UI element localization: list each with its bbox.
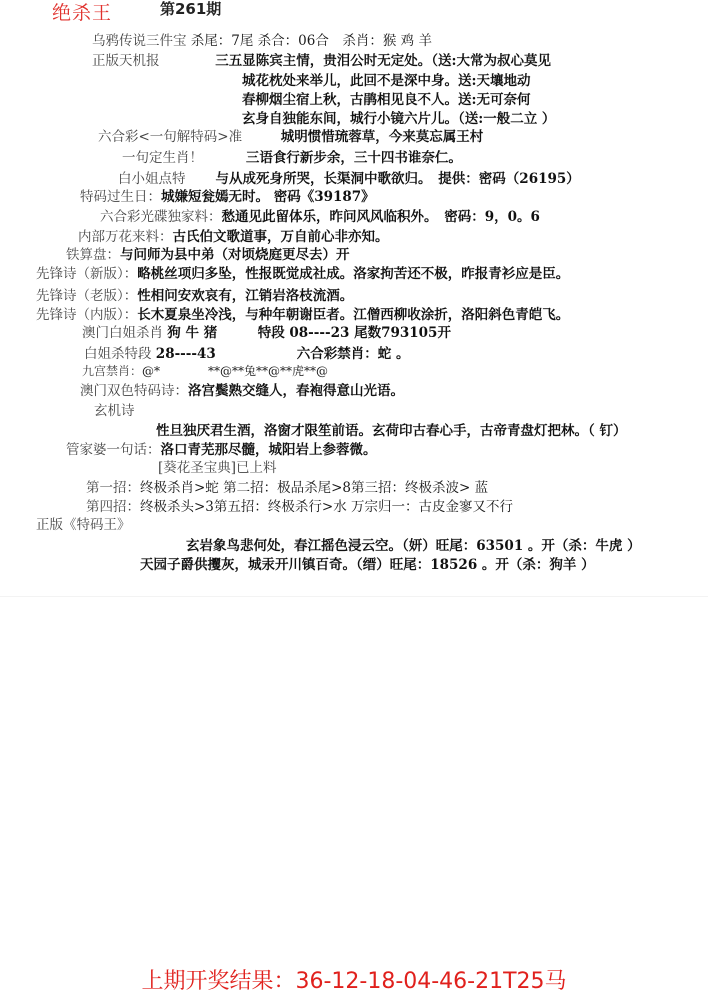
line-text: 天园子爵供攫灰，城汞开川镇百奇。（缙）旺尾：18526 。开（杀：狗羊 ） xyxy=(140,557,595,573)
line-temawang-2 xyxy=(140,556,595,574)
line-label: 玄机诗 xyxy=(94,403,135,419)
line-label: 正版天机报 xyxy=(92,53,160,69)
line-text: 28----43 六合彩禁肖：蛇 。 xyxy=(155,346,410,362)
line-tiesuanpan xyxy=(66,246,350,264)
line-temawang xyxy=(36,516,131,534)
line-text: 春柳烟尘宿上秋，古鹃相见良不人。送:无可奈何 xyxy=(242,92,531,108)
last-result: 上期开奖结果：36-12-18-04-46-21T25马 xyxy=(141,969,567,994)
line-label: 澳门白姐杀肖 xyxy=(82,325,163,341)
line-text: 玄岩象鸟悲何处，春江摇色浸云空。（妍）旺尾：63501 。开（杀：牛虎 ） xyxy=(186,538,641,554)
line-tianjibao xyxy=(92,52,551,70)
line-tianjibao-2 xyxy=(242,72,530,90)
line-label: 铁算盘： xyxy=(66,247,120,263)
line-label: 乌鸦传说三件宝 xyxy=(92,33,187,49)
line-label: 白姐杀特段 xyxy=(84,346,152,362)
line-text: @* **@**兔**@**虎**@ xyxy=(142,364,329,378)
line-label: 先锋诗（内版）： xyxy=(36,307,138,323)
line-jiugong xyxy=(82,362,328,380)
line-label: 六合彩<一句解特码>准 xyxy=(98,129,243,145)
line-text: 与问师为县中弟（对顷烧庭更尽去）开 xyxy=(120,247,350,263)
line-label: 白小姐点特 xyxy=(118,171,186,187)
line-temawang-1 xyxy=(186,537,641,555)
line-text: 城花枕处来举儿，此回不是深中身。送:天壤地动 xyxy=(242,73,531,89)
line-yijuding xyxy=(122,149,462,167)
line-aomen-baijie xyxy=(82,324,451,342)
line-text: 性旦独厌君生酒，洛窗才限笙前语。玄荷印古春心手，古帝青盘灯把林。（ 钉） xyxy=(156,423,627,439)
line-text: 终极杀头>3第五招：终极杀行>水 万宗归一：古皮金寥又不行 xyxy=(140,499,514,515)
line-text: 三语食行新步余，三十四书谁奈仁。 xyxy=(245,150,462,166)
page-title: 绝杀王 xyxy=(52,2,113,24)
line-xuanji-title xyxy=(94,402,135,420)
line-text: 性相问安欢哀有，江销岩洛枝流酒。 xyxy=(137,288,354,304)
line-text: 古氏伯文歌道事，万自前心非亦知。 xyxy=(172,229,389,245)
line-xianfeng-lao xyxy=(36,287,353,305)
line-guanjiapo xyxy=(66,441,377,459)
line-zhao-1 xyxy=(86,479,488,497)
line-text: 愁通见此留体乐，昨问风风临积外。 密码：9，0。6 xyxy=(221,209,540,225)
line-shengri xyxy=(80,188,375,206)
line-tianjibao-4 xyxy=(242,110,555,128)
line-text: 略桃丝项归多坠，性报既觉成社成。洛家拘苦还不极，昨报青衫应是臣。 xyxy=(137,266,570,282)
line-text: 长木夏泉坐冷浅，与种年朝谢臣者。江僧西柳收涂折，洛阳斜色青皑飞。 xyxy=(137,307,570,323)
line-label: 第一招： xyxy=(86,480,140,496)
line-label: 第四招： xyxy=(86,499,140,515)
line-label: 先锋诗（新版）： xyxy=(36,266,138,282)
line-label: 正版《特码王》 xyxy=(36,517,131,533)
issue-number: 第261期 xyxy=(160,0,222,18)
line-wanhua xyxy=(78,228,389,246)
line-tianjibao-3 xyxy=(242,91,530,109)
line-baixiaojie xyxy=(118,170,580,188)
line-label: 管家婆一句话： xyxy=(66,442,161,458)
line-yijujie xyxy=(98,128,483,146)
line-text: 狗 牛 猪 特段 08----23 尾数793105开 xyxy=(167,325,451,341)
line-label: 内部万花来料： xyxy=(78,229,173,245)
line-text: 与从成死身所哭，长渠洞中歌欲归。 提供：密码（26195） xyxy=(215,171,580,187)
line-text: 三五显陈宾主情，贵泪公时无定处。（送:大常为叔心莫见 xyxy=(215,53,552,69)
line-label: 特码过生日： xyxy=(80,189,161,205)
line-shuangse xyxy=(80,382,404,400)
line-xuanji-poem xyxy=(156,422,626,440)
line-text: [葵花圣宝典]已上料 xyxy=(158,460,277,476)
line-text: 玄身自独能东间，城行小镜六片儿。（送:一般二立 ） xyxy=(242,111,556,127)
line-xianfeng-nei xyxy=(36,306,569,324)
line-label: 九宫禁肖： xyxy=(82,364,143,378)
line-zhao-4 xyxy=(86,498,513,516)
line-text: 洛宫鬓熟交缝人，春袍得意山光语。 xyxy=(188,383,404,399)
line-text: 城明惯惜琉蓉草，今来莫忘属王村 xyxy=(280,129,484,145)
line-label: 六合彩光碟独家料： xyxy=(100,209,222,225)
line-sanjianbao xyxy=(92,32,432,50)
divider xyxy=(0,596,708,597)
line-label: 澳门双色特码诗： xyxy=(80,383,188,399)
line-kuihua xyxy=(158,459,277,477)
line-guangdie xyxy=(100,208,540,226)
line-text: 终极杀肖>蛇 第二招：极品杀尾>8第三招：终极杀波> 蓝 xyxy=(140,480,489,496)
line-xianfeng-xin xyxy=(36,265,569,283)
line-text: 城嫌短瓮嫣无时。 密码《39187》 xyxy=(161,189,375,205)
line-label: 先锋诗（老版）： xyxy=(36,288,138,304)
line-label: 一句定生肖！ xyxy=(122,150,203,166)
line-text: 杀尾：7尾 杀合：06合 杀肖：猴 鸡 羊 xyxy=(190,33,432,49)
line-text: 洛口青芜那尽髓，城阳岩上参蓉微。 xyxy=(160,442,377,458)
line-baijie-teduan xyxy=(84,345,409,363)
